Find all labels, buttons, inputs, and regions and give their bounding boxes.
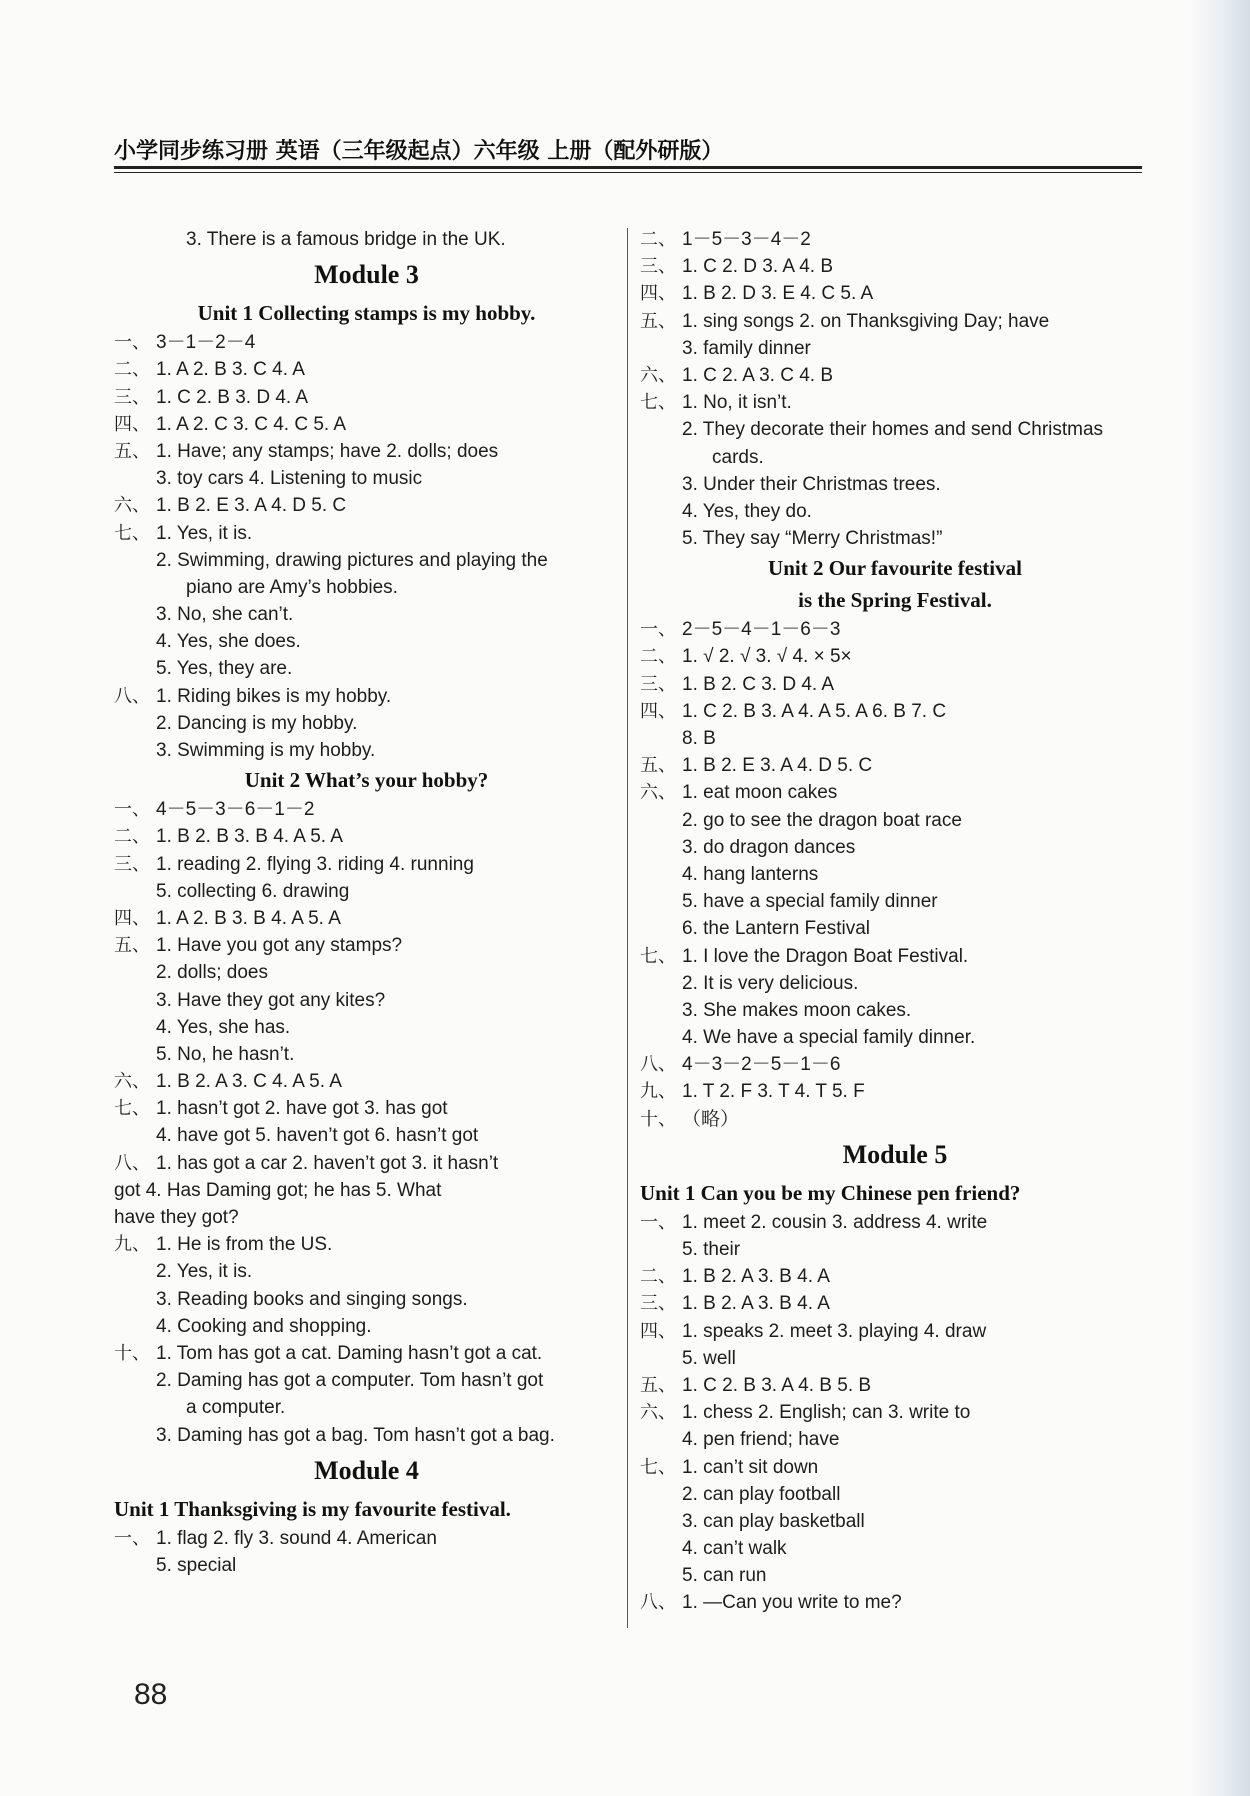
answer-text: （略） [682,1108,740,1130]
answer-text: 1. A 2. C 3. C 4. C 5. A [156,413,347,435]
section-marker: 一、 [114,799,150,821]
answer-text: 1. √ 2. √ 3. √ 4. × 5× [682,646,852,668]
answer-text: 1. meet 2. cousin 3. address 4. write [682,1211,988,1233]
section-marker: 八、 [114,685,150,707]
section-marker: 三、 [640,256,676,278]
unit-heading: Unit 2 What’s your hobby? [244,768,489,793]
answer-line: 4. can’t walk [682,1538,787,1560]
answer-line: 6. the Lantern Festival [682,918,870,940]
answer-line: a computer. [186,1397,286,1419]
answer-text: 1. A 2. B 3. C 4. A [156,359,305,381]
answer-line: 3. Under their Christmas trees. [682,473,941,495]
answer-item [640,643,1150,670]
section-marker: 七、 [640,392,676,414]
answer-text: 1. B 2. A 3. C 4. A 5. A [156,1071,342,1093]
answer-text: 1. B 2. D 3. E 4. C 5. A [682,283,874,305]
answer-text: 1. He is from the US. [156,1234,333,1256]
answer-text: 1. C 2. D 3. A 4. B [682,256,834,278]
section-marker: 四、 [114,907,150,929]
answer-item [640,752,1150,779]
answer-item [114,796,619,823]
header-rule-thick [114,166,1142,169]
answer-line: 5. No, he hasn’t. [156,1043,295,1065]
section-marker: 二、 [114,359,150,381]
page-number: 88 [134,1678,168,1711]
header-rule-thin [114,172,1142,173]
answer-item [640,1589,1150,1616]
unit-heading: Unit 1 Thanksgiving is my favourite festival. [114,1496,511,1521]
answer-item [640,280,1150,307]
answer-item [114,932,619,959]
section-marker: 三、 [640,1293,676,1315]
section-marker: 八、 [640,1054,676,1076]
answer-text: 1. No, it isn’t. [682,392,792,414]
answer-text: 1. has got a car 2. haven’t got 3. it hasn’t [156,1152,499,1174]
answer-line: 4. We have a special family dinner. [682,1027,976,1049]
answer-line: 5. have a special family dinner [682,891,938,913]
section-marker: 五、 [114,935,150,957]
answer-item [640,1051,1150,1078]
answer-text: 4－5－3－6－1－2 [156,799,315,821]
answer-item [640,1454,1150,1481]
answer-item [114,1150,619,1177]
answer-item [640,671,1150,698]
section-marker: 二、 [114,826,150,848]
answer-text: 1. Have; any stamps; have 2. dolls; does [156,440,499,462]
answer-item [114,356,619,383]
answer-line: 4. have got 5. haven’t got 6. hasn’t got [156,1125,479,1147]
answer-text: 1. speaks 2. meet 3. playing 4. draw [682,1320,987,1342]
answer-item [114,329,619,356]
section-marker: 七、 [114,522,150,544]
answer-line: 3. No, she can’t. [156,604,294,626]
answer-text: 4－3－2－5－1－6 [682,1054,841,1076]
answer-line: 2. Dancing is my hobby. [156,712,358,734]
answer-item [640,616,1150,643]
section-marker: 二、 [640,1266,676,1288]
section-marker: 五、 [640,1374,676,1396]
unit-heading: Unit 1 Can you be my Chinese pen friend? [640,1180,1021,1205]
answer-line: 2. Daming has got a computer. Tom hasn’t got [156,1370,544,1392]
section-marker: 三、 [114,853,150,875]
answer-line: 3. Have they got any kites? [156,989,386,1011]
answer-text: 1. eat moon cakes [682,782,838,804]
answer-line: 5. special [156,1554,237,1576]
section-marker: 十、 [640,1108,676,1130]
answer-text: 1. C 2. B 3. D 4. A [156,386,309,408]
section-marker: 五、 [640,755,676,777]
answer-item [640,943,1150,970]
answer-text: 1. B 2. C 3. D 4. A [682,673,835,695]
answer-text: 3－1－2－4 [156,332,256,354]
section-marker: 六、 [640,1402,676,1424]
answer-text: 1. Tom has got a cat. Daming hasn’t got a cat. [156,1342,543,1364]
answer-text: 1. sing songs 2. on Thanksgiving Day; have [682,310,1050,332]
section-marker: 四、 [114,413,150,435]
answer-text: 1. B 2. B 3. B 4. A 5. A [156,826,343,848]
section-marker: 八、 [114,1152,150,1174]
answer-text: 1. B 2. E 3. A 4. D 5. C [682,755,873,777]
answer-line: 5. They say “Merry Christmas!” [682,528,943,550]
answer-item [640,1078,1150,1105]
answer-line: 3. Reading books and singing songs. [156,1288,468,1310]
answer-line: 3. family dinner [682,337,811,359]
answer-item [640,1106,1150,1133]
section-marker: 二、 [640,646,676,668]
section-marker: 四、 [640,1320,676,1342]
answer-line: cards. [712,446,764,468]
answer-line: got 4. Has Daming got; he has 5. What [114,1179,442,1201]
answer-line: 2. It is very delicious. [682,972,859,994]
answer-text: 1. B 2. A 3. B 4. A [682,1293,830,1315]
answer-item [114,411,619,438]
section-marker: 八、 [640,1592,676,1614]
unit-heading: is the Spring Festival. [798,588,992,613]
answer-item [114,1340,619,1367]
answer-line: 3. toy cars 4. Listening to music [156,468,423,490]
answer-line: 5. their [682,1239,741,1260]
answer-line: 5. can run [682,1565,767,1587]
answer-item [114,520,619,547]
answer-line: 5. well [682,1347,736,1369]
answer-text: 1. can’t sit down [682,1456,819,1478]
answer-line: 8. B [682,728,716,749]
answer-item [640,1399,1150,1426]
answer-text: 1. B 2. A 3. B 4. A [682,1266,830,1288]
section-marker: 七、 [114,1098,150,1120]
answer-text: 1. B 2. E 3. A 4. D 5. C [156,495,347,517]
answer-item [640,253,1150,280]
answer-line: 4. Yes, she does. [156,631,301,653]
section-marker: 四、 [640,283,676,305]
module-heading: Module 5 [842,1139,948,1169]
answer-item [640,698,1150,725]
answer-text: 1. Yes, it is. [156,522,253,544]
section-marker: 二、 [640,229,676,250]
answer-item [114,1525,619,1552]
answer-line: 3. do dragon dances [682,836,856,858]
answer-line: 3. can play basketball [682,1510,865,1532]
answer-line: 3. She makes moon cakes. [682,999,912,1021]
answer-line: 2. They decorate their homes and send Christmas [682,419,1104,441]
answer-line: 4. Yes, they do. [682,500,812,522]
answer-text: 1－5－3－4－2 [682,229,811,250]
answer-line: 2. Swimming, drawing pictures and playing the [156,549,548,571]
answer-line: 5. collecting 6. drawing [156,880,350,902]
answer-item [114,851,619,878]
answer-text: 2－5－4－1－6－3 [682,619,841,641]
answer-item [640,389,1150,416]
section-marker: 五、 [640,310,676,332]
answer-line: 4. pen friend; have [682,1429,840,1451]
answer-item [640,226,1150,253]
section-marker: 六、 [114,495,150,517]
answer-text: 1. hasn’t got 2. have got 3. has got [156,1098,448,1120]
answer-text: 1. C 2. B 3. A 4. A 5. A 6. B 7. C [682,700,947,722]
answer-item [114,492,619,519]
answer-line: have they got? [114,1207,239,1228]
book-header-title: 小学同步练习册 英语（三年级起点）六年级 上册（配外研版） [114,139,724,164]
answer-item [114,905,619,932]
answer-item [640,1318,1150,1345]
section-marker: 五、 [114,440,150,462]
left-column [114,226,619,1579]
section-marker: 九、 [114,1234,150,1256]
answer-line: 4. Cooking and shopping. [156,1315,372,1337]
unit-heading: Unit 1 Collecting stamps is my hobby. [197,301,536,326]
answer-text: 1. C 2. B 3. A 4. B 5. B [682,1374,872,1396]
section-marker: 一、 [114,332,150,354]
answer-text: 1. reading 2. flying 3. riding 4. running [156,853,474,875]
answer-text: 1. C 2. A 3. C 4. B [682,364,834,386]
answer-line: 2. go to see the dragon boat race [682,809,962,831]
answer-text: 1. Riding bikes is my hobby. [156,685,392,707]
answer-item [640,362,1150,389]
answer-item [114,384,619,411]
section-marker: 六、 [640,364,676,386]
answer-line: 5. Yes, they are. [156,658,293,680]
answer-text: 1. A 2. B 3. B 4. A 5. A [156,907,341,929]
module-heading: Module 3 [314,260,419,290]
section-marker: 六、 [114,1071,150,1093]
answer-item [640,779,1150,806]
section-marker: 一、 [640,619,676,641]
answer-text: 1. I love the Dragon Boat Festival. [682,945,969,967]
answer-item [640,1290,1150,1317]
answer-item [114,438,619,465]
column-divider [627,228,628,1628]
answer-text: 1. T 2. F 3. T 4. T 5. F [682,1081,865,1103]
answer-line: 2. can play football [682,1483,841,1505]
answer-item [640,1372,1150,1399]
section-marker: 七、 [640,1456,676,1478]
section-marker: 十、 [114,1342,150,1364]
answer-text: 1. Have you got any stamps? [156,935,403,957]
answer-line: 3. Daming has got a bag. Tom hasn’t got a bag. [156,1424,555,1446]
section-marker: 一、 [114,1527,150,1549]
module-heading: Module 4 [314,1455,419,1485]
answer-item [114,1068,619,1095]
answer-item [640,1209,1150,1236]
answer-line: 4. Yes, she has. [156,1016,291,1038]
answer-item [114,683,619,710]
answer-line: 3. Swimming is my hobby. [156,740,376,761]
section-marker: 九、 [640,1081,676,1103]
right-column [640,226,1150,1617]
section-marker: 一、 [640,1211,676,1233]
section-marker: 六、 [640,782,676,804]
answer-text: 1. chess 2. English; can 3. write to [682,1402,971,1424]
answer-item [114,823,619,850]
answer-item [114,1095,619,1122]
answer-text: 1. flag 2. fly 3. sound 4. American [156,1527,437,1549]
unit-heading: Unit 2 Our favourite festival [768,556,1022,581]
answer-text: 1. —Can you write to me? [682,1592,902,1614]
answer-line: 2. dolls; does [156,962,268,984]
answer-item [114,1231,619,1258]
answer-line: 3. There is a famous bridge in the UK. [186,229,506,250]
section-marker: 三、 [114,386,150,408]
page-edge-shadow [1190,0,1250,1796]
section-marker: 四、 [640,700,676,722]
answer-line: piano are Amy’s hobbies. [186,576,398,598]
answer-line: 4. hang lanterns [682,863,819,885]
answer-item [640,308,1150,335]
section-marker: 七、 [640,945,676,967]
answer-item [640,1263,1150,1290]
section-marker: 三、 [640,673,676,695]
answer-line: 2. Yes, it is. [156,1261,253,1283]
